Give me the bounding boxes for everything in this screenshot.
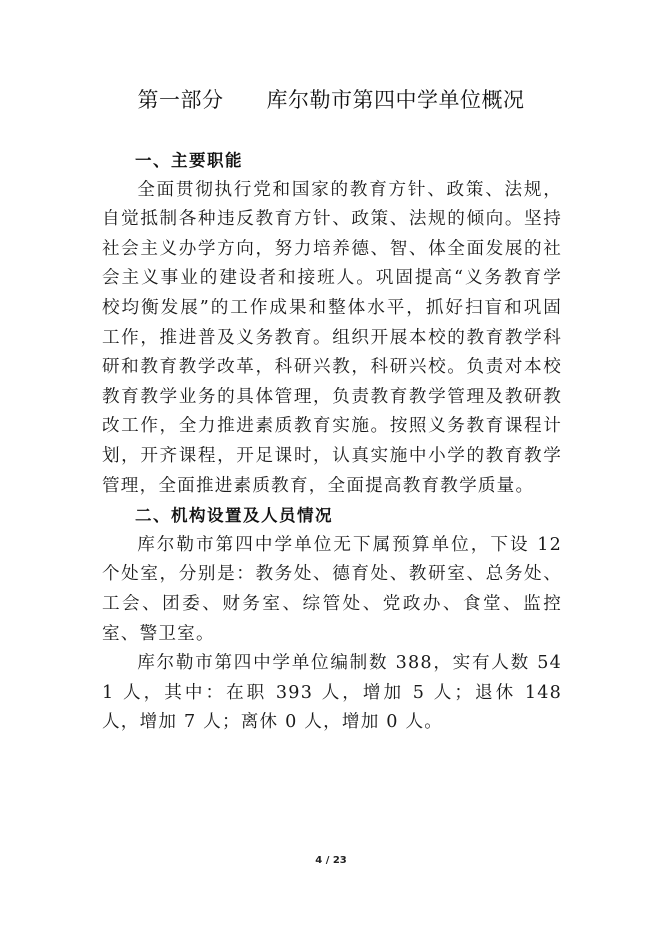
document-body: [102, 146, 562, 738]
section-main-functions: [102, 146, 562, 501]
section-heading: 二、机构设置及人员情况: [135, 506, 333, 526]
paragraph: 库尔勒市第四中学单位编制数 388，实有人数 541 人，其中：在职 393 人，增加 5 人；退休 148 人，增加 7 人；离休 0 人，增加 0 人。: [102, 653, 562, 733]
section-heading: 一、主要职能: [135, 151, 243, 170]
page-number: 4 / 23: [315, 855, 347, 866]
section-organization-staff: [102, 501, 562, 738]
page-title: 第一部分 库尔勒市第四中学单位概况: [137, 88, 525, 112]
paragraph: 全面贯彻执行党和国家的教育方针、政策、法规，自觉抵制各种违反教育方针、政策、法规的倾向。坚持社会主义办学方向，努力培养德、智、体全面发展的社会主义事业的建设者和接班人。巩固提高“义务教育学校均衡发展”的工作成果和整体水平，抓好扫盲和巩固工作，推进普及义务教育。组织开展本校的教育教学科研和教育教学改革，科研兴教，科研兴校。负责对本校教育教学业务的具体管理，负责教育教学管理及教研教改工作，全力推进素质教育实施。按照义务教育课程计划，开齐课程，开足课时，认真实施中小学的教育教学管理，全面推进素质教育，全面提高教育教学质量。: [102, 179, 562, 496]
paragraph: 库尔勒市第四中学单位无下属预算单位，下设 12 个处室，分别是：教务处、德育处、教研室、总务处、工会、团委、财务室、综管处、党政办、食堂、监控室、警卫室。: [102, 534, 562, 644]
